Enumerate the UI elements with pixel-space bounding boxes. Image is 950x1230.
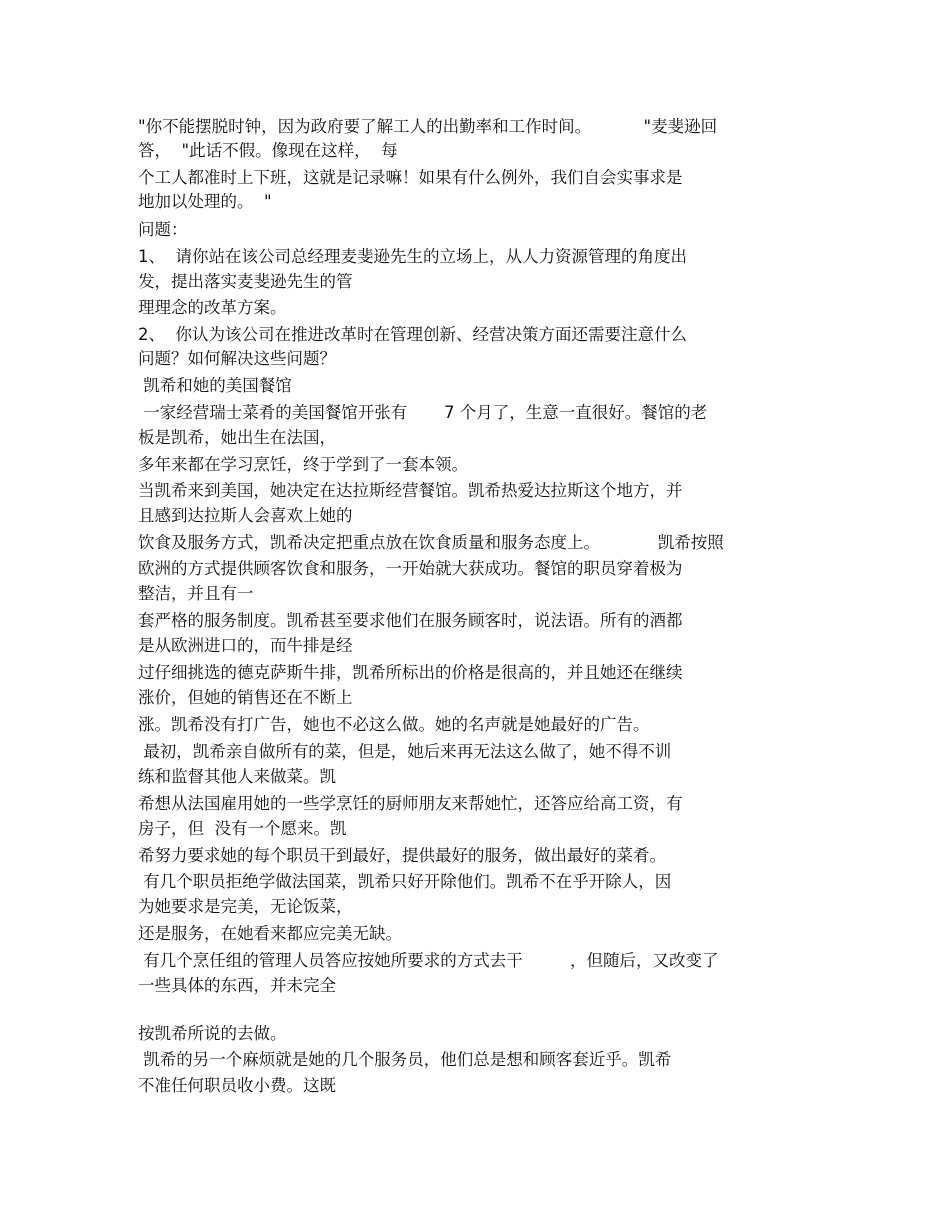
text-line: 问题： — [138, 220, 188, 239]
text-line: 1、 请你站在该公司总经理麦斐逊先生的立场上，从人力资源管理的角度出 — [138, 247, 687, 266]
text-line: 饮食及服务方式，凯希决定把重点放在饮食质量和服务态度上。 凯希按照 — [138, 533, 724, 552]
text-line: 欧洲的方式提供顾客饮食和服务，一开始就大获成功。餐馆的职员穿着极为 — [138, 559, 683, 578]
text-line: 问题？如何解决这些问题？ — [138, 349, 336, 368]
text-line: "你不能摆脱时钟，因为政府要了解工人的出勤率和工作时间。 "麦斐逊回 — [138, 117, 718, 136]
text-line: 涨。凯希没有打广告，她也不必这么做。她的名声就是她最好的广告。 — [138, 715, 650, 734]
text-line: 2、 你认为该公司在推进改革时在管理创新、经营决策方面还需要注意什么 — [138, 325, 687, 344]
text-line: 有几个职员拒绝学做法国菜，凯希只好开除他们。凯希不在乎开除人，因 — [138, 872, 672, 891]
text-line: 个工人都准时上下班，这就是记录嘛！如果有什么例外，我们自会实事求是 — [138, 168, 683, 187]
text-line: 练和监督其他人来做菜。凯 — [138, 767, 336, 786]
text-line: 涨价，但她的销售还在不断上 — [138, 688, 353, 707]
text-line: 套严格的服务制度。凯希甚至要求他们在服务顾客时，说法语。所有的酒都 — [138, 611, 683, 630]
text-line: 按凯希所说的去做。 — [138, 1024, 287, 1043]
text-line: 最初，凯希亲自做所有的菜，但是，她后来再无法这么做了，她不得不训 — [138, 742, 672, 761]
text-line: 不准任何职员收小费。这既 — [138, 1076, 336, 1095]
text-line: 希努力要求她的每个职员干到最好，提供最好的服务，做出最好的菜肴。 — [138, 846, 666, 865]
text-line: 有几个烹任组的管理人员答应按她所要求的方式去干 ，但随后，又改变了 — [138, 951, 719, 970]
text-line: 过仔细挑选的德克萨斯牛排，凯希所标出的价格是很高的，并且她还在继续 — [138, 663, 683, 682]
text-line: 多年来都在学习烹饪，终于学到了一套本领。 — [138, 455, 468, 474]
text-line: 一家经营瑞士菜肴的美国餐馆开张有 7 个月了，生意一直很好。餐馆的老 — [138, 403, 708, 422]
text-line: 凯希的另一个麻烦就是她的几个服务员，他们总是想和顾客套近乎。凯希 — [138, 1050, 672, 1069]
text-line: 希想从法国雇用她的一些学烹饪的厨师朋友来帮她忙，还答应给高工资，有 — [138, 794, 683, 813]
text-line: 是从欧洲进口的，而牛排是经 — [138, 636, 353, 655]
text-line: 当凯希来到美国，她决定在达拉斯经营餐馆。凯希热爱达拉斯这个地方，并 — [138, 481, 683, 500]
text-line: 地加以处理的。 " — [138, 192, 272, 211]
text-line: 答， "此话不假。像现在这样， 每 — [138, 141, 398, 160]
text-line: 为她要求是完美，无论饭菜， — [138, 897, 353, 916]
text-line: 整洁，并且有一 — [138, 584, 254, 603]
text-line: 还是服务，在她看来都应完美无缺。 — [138, 924, 402, 943]
section-title: 凯希和她的美国餐馆 — [138, 376, 292, 395]
text-line: 发，提出落实麦斐逊先生的管 — [138, 272, 353, 291]
text-line: 一些具体的东西，并未完全 — [138, 976, 336, 995]
text-line: 且感到达拉斯人会喜欢上她的 — [138, 506, 353, 525]
text-line: 理理念的改革方案。 — [138, 298, 287, 317]
text-line: 板是凯希，她出生在法国， — [138, 428, 336, 447]
text-line: 房子，但 没有一个愿来。凯 — [138, 819, 347, 838]
